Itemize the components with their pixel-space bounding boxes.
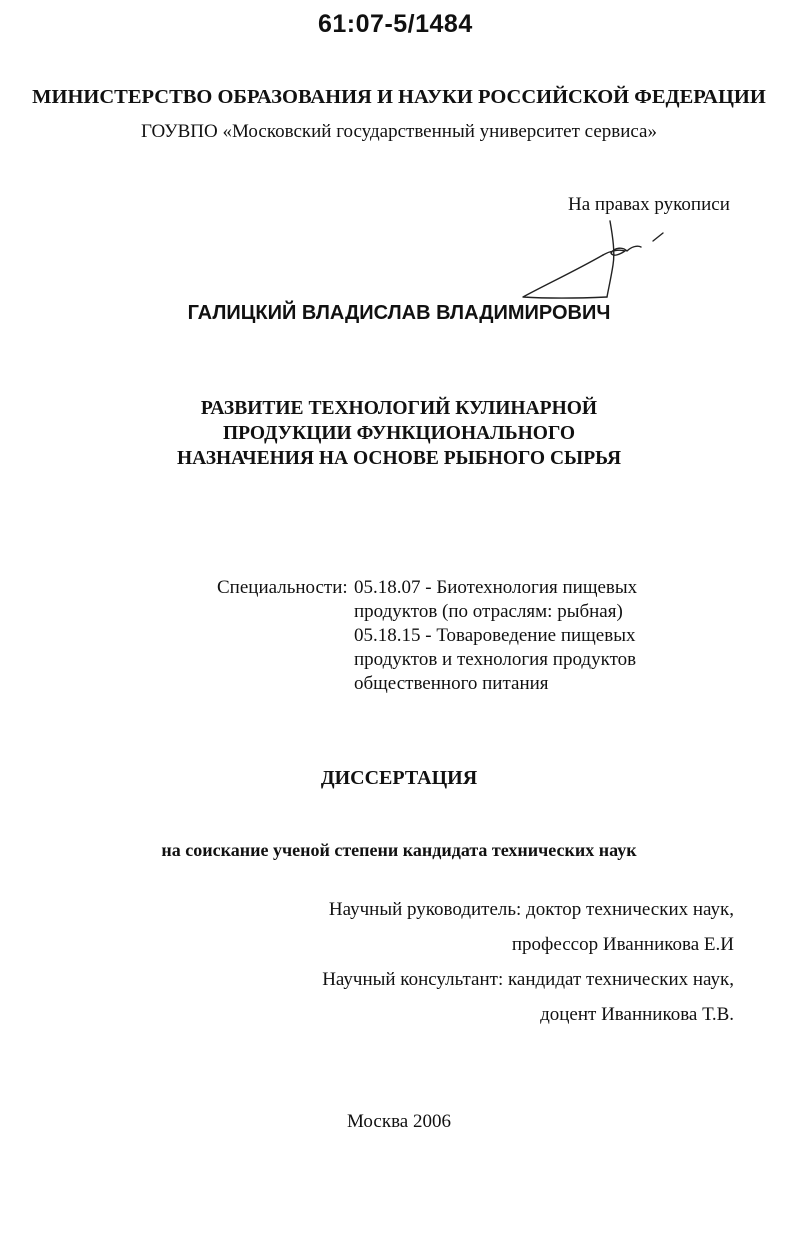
document-type: ДИССЕРТАЦИЯ [320, 767, 478, 789]
specialty-line: продуктов и технология продуктов [354, 649, 637, 670]
thesis-title-line: НАЗНАЧЕНИЯ НА ОСНОВЕ РЫБНОГО СЫРЬЯ [176, 448, 622, 469]
degree-line: на соискание ученой степени кандидата технических наук [161, 840, 637, 860]
thesis-title-line: РАЗВИТИЕ ТЕХНОЛОГИЙ КУЛИНАРНОЙ [200, 398, 598, 419]
consultant-line: Научный консультант: кандидат технических наук, [322, 969, 734, 990]
author-name: ГАЛИЦКИЙ ВЛАДИСЛАВ ВЛАДИМИРОВИЧ [187, 302, 611, 324]
ministry-heading: МИНИСТЕРСТВО ОБРАЗОВАНИЯ И НАУКИ РОССИЙСКОЙ ФЕДЕРАЦИИ [32, 86, 766, 108]
supervisor-line: Научный руководитель: доктор технических наук, [328, 899, 734, 920]
signature-icon [515, 213, 675, 305]
specialty-line: 05.18.15 - Товароведение пищевых [354, 625, 636, 646]
specialties-label: Специальности: [217, 577, 348, 598]
specialty-line: 05.18.07 - Биотехнология пищевых [354, 577, 638, 598]
consultant-line: доцент Иванникова Т.В. [540, 1004, 734, 1025]
specialty-line: продуктов (по отраслям: рыбная) [354, 601, 623, 622]
specialty-line: общественного питания [354, 673, 549, 694]
thesis-title-line: ПРОДУКЦИИ ФУНКЦИОНАЛЬНОГО [222, 423, 576, 444]
archive-stamp: 61:07-5/1484 [318, 10, 473, 38]
university-name: ГОУВПО «Московский государственный университет сервиса» [141, 121, 657, 142]
supervisor-line: профессор Иванникова Е.И [511, 934, 734, 955]
manuscript-rights-note: На правах рукописи [568, 194, 730, 215]
city-year: Москва 2006 [347, 1111, 451, 1132]
